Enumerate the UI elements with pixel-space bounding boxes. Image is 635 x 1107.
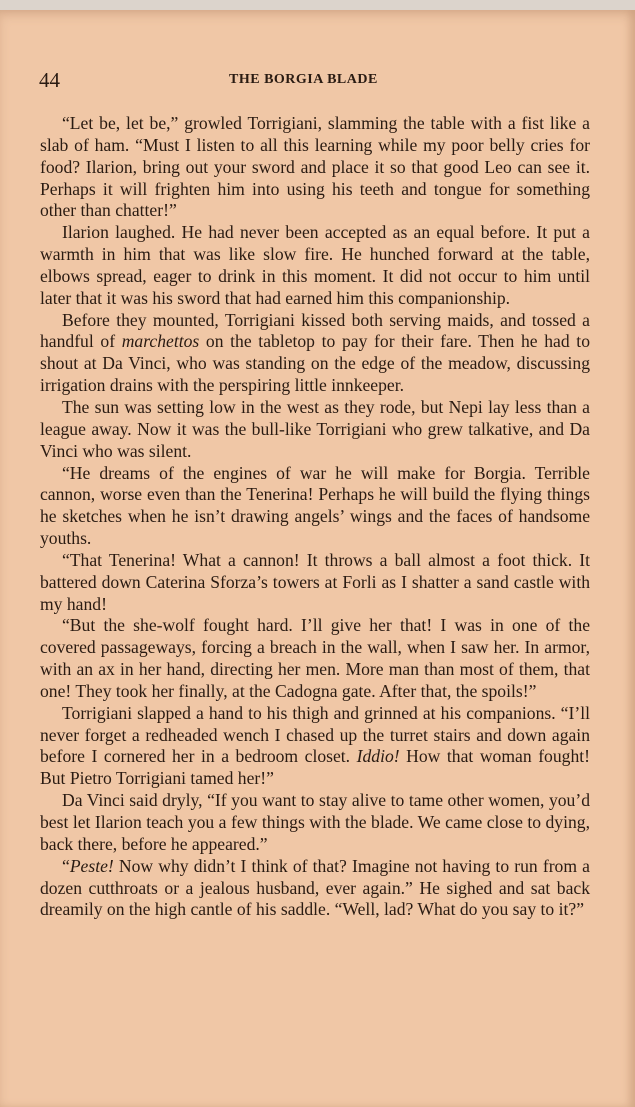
paragraph (40, 310, 590, 397)
running-head: THE BORGIA BLADE (229, 72, 378, 87)
text-run: Da Vinci said dryly, “If you want to stay alive to tame other women, you’d best let Ilarion teach you a few things with the blade. We came close to dying, back there, before he appeared.” (40, 790, 590, 854)
text-run: “But the she-wolf fought hard. I’ll give her that! I was in one of the covered passageways, forcing a breach in the wall, when I saw her. In armor, with an ax in her hand, directing her men. More man than most of them, that one! They took her finally, at the Cadogna gate. After that, the spoils!” (40, 615, 590, 701)
text-run: on the tabletop to pay for their fare. Then he had to shout at Da Vinci, who was standing on the edge of the meadow, discussing irrigation drains with the perspiring little innkeeper. (40, 331, 590, 396)
text-run: “ (62, 855, 70, 876)
text-run: Before they mounted, Torrigiani kissed both serving maids, and tossed a handful of (40, 309, 590, 352)
body-text (40, 113, 590, 921)
paragraph (40, 550, 590, 616)
italic-text: marchettos (121, 331, 200, 352)
paragraph (40, 790, 590, 856)
page-header (39, 68, 599, 94)
paragraph (40, 222, 590, 309)
text-run: Torrigiani slapped a hand to his thigh and grinned at his companions. “I’ll never forget a redheaded wench I chased up the turret stairs and down again before I cornered her in a bedroom closet. (40, 702, 590, 767)
text-run: Ilarion laughed. He had never been accepted as an equal before. It put a warmth in him that was like slow fire. He hunched forward at the table, elbows spread, eager to drink in this moment. It did not occur to him until later that it was his sword that had earned him this companionship. (40, 222, 590, 308)
italic-text: Peste! (69, 855, 114, 876)
paragraph (40, 113, 590, 222)
paragraph (40, 856, 590, 922)
italic-text: Iddio! (356, 746, 400, 767)
page-number: 44 (39, 68, 60, 92)
paragraph (40, 703, 590, 790)
paragraph (40, 397, 590, 463)
text-run: “Let be, let be,” growled Torrigiani, slamming the table with a fist like a slab of ham. “Must I listen to all this learning while my poor belly cries for food? Ilarion, bring out your sword and place it so that good Leo can see it. Perhaps it will frighten him into using his teeth and tongue for something other than chatter!” (40, 113, 590, 221)
text-run: Now why didn’t I think of that? Imagine not having to run from a dozen cutthroats or a jealous husband, ever again.” He sighed and sat back dreamily on the high cantle of his saddle. “Well, lad? What do you say to it?” (40, 855, 590, 920)
text-run: “He dreams of the engines of war he will make for Borgia. Terrible cannon, worse even than the Tenerina! Perhaps he will build the flying things he sketches when he isn’t drawing angels’ wings and the faces of handsome youths. (40, 462, 590, 549)
text-run: The sun was setting low in the west as they rode, but Nepi lay less than a league away. Now it was the bull-like Torrigiani who grew talkative, and Da Vinci who was silent. (40, 396, 590, 461)
text-run: How that woman fought! But Pietro Torrigiani tamed her!” (40, 746, 590, 789)
scanner-edge (0, 0, 635, 10)
text-run: “That Tenerina! What a cannon! It throws a ball almost a foot thick. It battered down Caterina Sforza’s towers at Forli as I shatter a sand castle with my hand! (40, 549, 590, 614)
paragraph (40, 463, 590, 550)
paragraph (40, 615, 590, 702)
